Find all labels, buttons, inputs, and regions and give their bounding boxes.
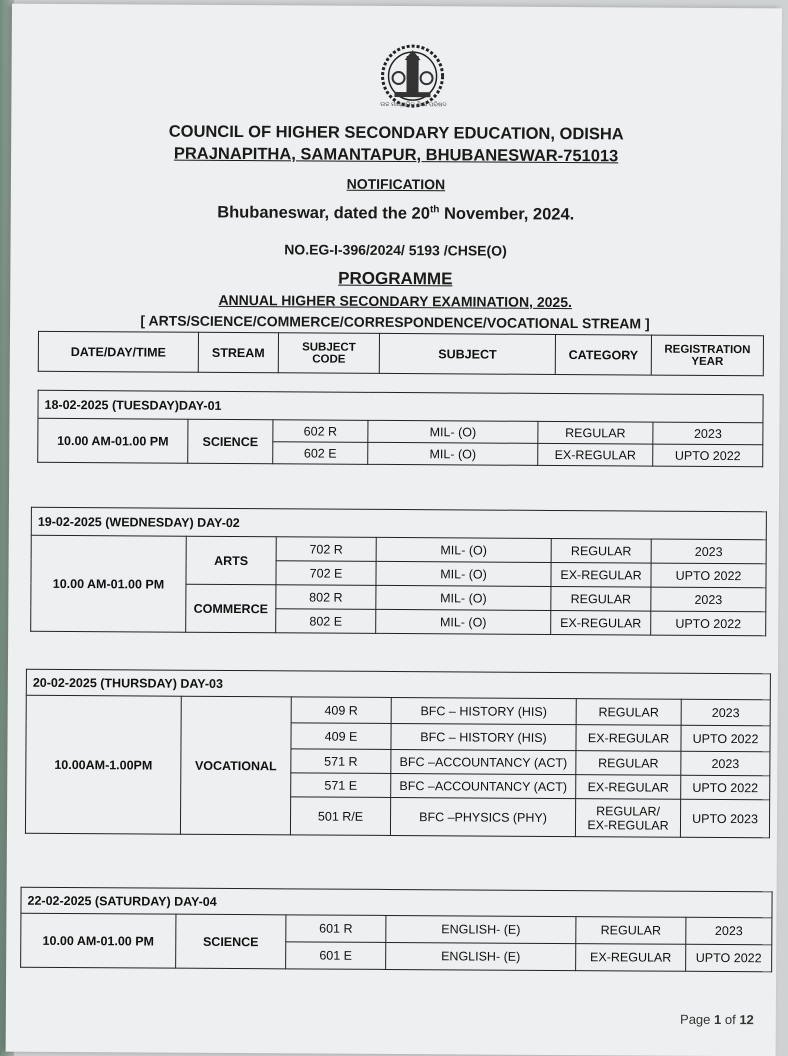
registration-year: UPTO 2022 [681,725,770,752]
registration-year: 2023 [653,422,763,445]
subject-code: 409 E [291,723,391,750]
day3-title: 20-02-2025 (THURSDAY) DAY-03 [26,669,770,700]
subject-name: MIL- (O) [368,442,538,465]
col-category: CATEGORY [555,334,651,375]
day2-table [30,507,767,636]
day1-title: 18-02-2025 (TUESDAY)DAY-01 [38,390,763,422]
programme-heading: PROGRAMME [338,268,453,289]
col-date: DATE/DAY/TIME [38,331,198,372]
registration-year: 2023 [681,699,770,726]
subject-code: 602 R [273,420,368,443]
subject-code: 409 R [291,697,391,724]
col-registration: REGISTRATION YEAR [651,335,763,376]
day2-time: 10.00 AM-01.00 PM [31,535,187,632]
category: EX-REGULAR [538,443,653,466]
streams-line: [ ARTS/SCIENCE/COMMERCE/CORRESPONDENCE/VOCATIONAL STREAM ] [140,312,650,332]
col-subject: SUBJECT [379,333,555,374]
day4-time: 10.00 AM-01.00 PM [21,913,176,968]
category: EX-REGULAR [551,562,651,587]
registration-year: UPTO 2022 [653,444,763,467]
exam-title: ANNUAL HIGHER SECONDARY EXAMINATION, 2025. [218,291,572,311]
subject-code: 601 E [286,942,386,970]
registration-year: 2023 [681,751,770,776]
category: REGULAR [576,751,681,776]
day4-table [20,887,772,973]
col-stream: STREAM [198,332,278,372]
table-row [31,535,766,563]
subject-name: MIL- (O) [376,609,551,634]
table-row [21,913,772,945]
day2-stream-arts: ARTS [186,536,276,585]
category: EX-REGULAR [551,610,651,635]
date-line: Bhubaneswar, dated the 20th November, 2024. [217,203,575,224]
registration-year: 2023 [651,587,766,612]
subject-code: 571 E [291,773,391,798]
subject-name: ENGLISH- (E) [386,942,576,970]
subject-name: MIL- (O) [376,537,551,562]
subject-name: BFC – HISTORY (HIS) [391,697,576,724]
day4-stream: SCIENCE [176,914,286,969]
category: REGULAR [576,917,686,945]
subject-name: MIL- (O) [368,420,538,443]
page-number: Page 1 of 12 [680,1011,754,1028]
registration-year: 2023 [651,539,766,564]
category: REGULAR [551,586,651,611]
notification-heading: NOTIFICATION [346,175,446,193]
subject-code: 802 E [276,609,376,634]
council-name: COUNCIL OF HIGHER SECONDARY EDUCATION, ODISHA [168,122,624,144]
registration-year: UPTO 2022 [686,944,772,972]
subject-name: BFC –ACCOUNTANCY (ACT) [391,749,576,774]
table-row [38,418,763,444]
category: EX-REGULAR [576,725,681,752]
subject-code: 802 R [276,585,376,610]
registration-year: UPTO 2022 [651,611,766,636]
document-page [6,4,782,1056]
category: REGULAR/ EX-REGULAR [575,799,680,838]
category: EX-REGULAR [576,944,686,972]
notification-number: NO.EG-I-396/2024/ 5193 /CHSE(O) [284,241,507,259]
subject-code: 501 R/E [290,797,390,836]
col-code: SUBJECT CODE [278,333,380,374]
subject-name: BFC –ACCOUNTANCY (ACT) [391,773,576,798]
subject-name: BFC – HISTORY (HIS) [391,723,576,750]
subject-code: 702 R [276,537,376,562]
table-row [26,695,770,726]
subject-code: 702 E [276,561,376,586]
registration-year: 2023 [686,917,772,945]
subject-code: 602 E [273,442,368,465]
day1-time: 10.00 AM-01.00 PM [38,418,188,463]
day3-stream: VOCATIONAL [180,696,291,835]
subject-code: 601 R [286,915,386,943]
day1-table [37,390,763,467]
category: REGULAR [551,538,651,563]
day2-title: 19-02-2025 (WEDNESDAY) DAY-02 [31,507,766,539]
day3-time: 10.00AM-1.00PM [25,695,181,834]
council-address: PRAJNAPITHA, SAMANTAPUR, BHUBANESWAR-751013 [173,144,619,166]
seal-caption: ଉଚ୍ଚ ମାଧ୍ୟମିକ ଶିକ୍ଷା ପରିଷଦ [380,101,447,109]
column-header-table [38,331,764,376]
day1-stream: SCIENCE [188,419,273,464]
registration-year: UPTO 2023 [680,799,769,838]
category: REGULAR [576,699,681,726]
registration-year: UPTO 2022 [651,563,766,588]
category: EX-REGULAR [576,775,681,800]
subject-name: MIL- (O) [376,585,551,610]
registration-year: UPTO 2022 [681,775,770,800]
subject-name: ENGLISH- (E) [386,915,576,943]
subject-name: MIL- (O) [376,561,551,586]
category: REGULAR [538,421,653,444]
day2-stream-commerce: COMMERCE [186,584,276,633]
subject-code: 571 R [291,749,391,774]
subject-name: BFC –PHYSICS (PHY) [390,797,575,836]
day3-table [25,669,771,839]
day4-title: 22-02-2025 (SATURDAY) DAY-04 [21,887,772,918]
